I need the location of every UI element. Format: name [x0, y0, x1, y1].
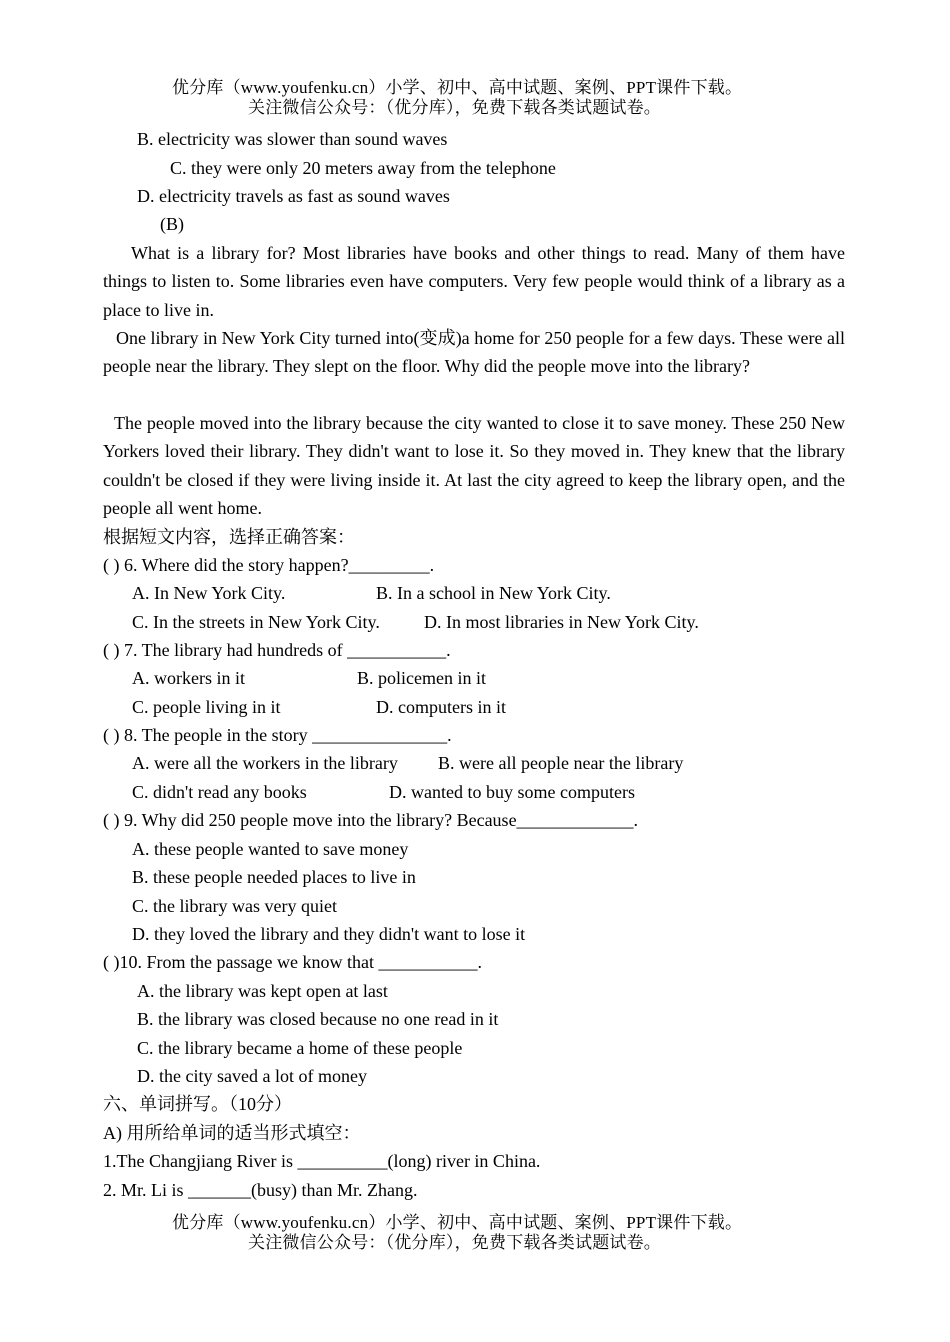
question-7-option-a: A. workers in it	[132, 668, 245, 688]
section-b-label: (B)	[160, 214, 184, 234]
footer-line-1: 优分库（www.youfenku.cn）小学、初中、高中试题、案例、PPT课件下载。	[172, 1213, 743, 1232]
prev-option-d: D. electricity travels as fast as sound waves	[137, 186, 450, 206]
question-6-stem: ( ) 6. Where did the story happen?_________.	[103, 555, 435, 575]
header-line-2: 关注微信公众号：（优分库），免费下载各类试题试卷。	[248, 98, 661, 117]
section-6-sub-a: A) 用所给单词的适当形式填空：	[103, 1123, 361, 1143]
passage-paragraph-3: The people moved into the library because the city wanted to close it to save money. These 250 New Yorkers loved their library. They didn't want to lose it. So they moved in. They knew that the library couldn't be closed if they were living inside it. At last the city agreed to keep the library open, and the people all went home.	[103, 413, 845, 519]
footer-line-2: 关注微信公众号：（优分库），免费下载各类试题试卷。	[248, 1233, 661, 1252]
question-6-option-d: D. In most libraries in New York City.	[424, 612, 699, 632]
passage-paragraph-2: One library in New York City turned into(变成)a home for 250 people for a few days. These were all people near the library. They slept on the floor. Why did the people move into the library?	[103, 328, 845, 377]
question-9-option-a: A. these people wanted to save money	[132, 839, 409, 859]
question-10-option-a: A. the library was kept open at last	[137, 981, 388, 1001]
prev-option-b: B. electricity was slower than sound waves	[137, 129, 448, 149]
question-7-stem: ( ) 7. The library had hundreds of ___________.	[103, 640, 451, 660]
question-10-option-b: B. the library was closed because no one read in it	[137, 1009, 499, 1029]
question-6-option-c: C. In the streets in New York City.	[132, 612, 380, 632]
question-7-option-b: B. policemen in it	[357, 668, 486, 688]
question-9-option-b: B. these people needed places to live in	[132, 867, 416, 887]
question-7-option-c: C. people living in it	[132, 697, 281, 717]
question-8-option-c: C. didn't read any books	[132, 782, 307, 802]
fill-item-2: 2. Mr. Li is _______(busy) than Mr. Zhang.	[103, 1180, 418, 1200]
question-8-option-b: B. were all people near the library	[438, 753, 684, 773]
question-7-option-d: D. computers in it	[376, 697, 506, 717]
fill-item-1: 1.The Changjiang River is __________(long) river in China.	[103, 1151, 541, 1171]
question-9-option-d: D. they loved the library and they didn't want to lose it	[132, 924, 526, 944]
question-8-option-a: A. were all the workers in the library	[132, 753, 398, 773]
question-9-option-c: C. the library was very quiet	[132, 896, 337, 916]
question-10-stem: ( )10. From the passage we know that ___________.	[103, 952, 482, 972]
passage-paragraph-1: What is a library for? Most libraries have books and other things to read. Many of them have things to listen to. Some libraries even have computers. Very few people would think of a library as a place to live in.	[103, 243, 845, 320]
instruction: 根据短文内容，选择正确答案：	[103, 527, 355, 547]
question-10-option-d: D. the city saved a lot of money	[137, 1066, 367, 1086]
question-6-option-b: B. In a school in New York City.	[376, 583, 611, 603]
question-10-option-c: C. the library became a home of these people	[137, 1038, 463, 1058]
prev-option-c: C. they were only 20 meters away from the telephone	[170, 158, 556, 178]
question-8-stem: ( ) 8. The people in the story _______________.	[103, 725, 452, 745]
section-6-title: 六、单词拼写。（10分）	[103, 1094, 292, 1114]
question-9-stem: ( ) 9. Why did 250 people move into the library? Because_____________.	[103, 810, 639, 830]
question-6-option-a: A. In New York City.	[132, 583, 286, 603]
header-line-1: 优分库（www.youfenku.cn）小学、初中、高中试题、案例、PPT课件下载。	[172, 78, 743, 97]
question-8-option-d: D. wanted to buy some computers	[389, 782, 635, 802]
